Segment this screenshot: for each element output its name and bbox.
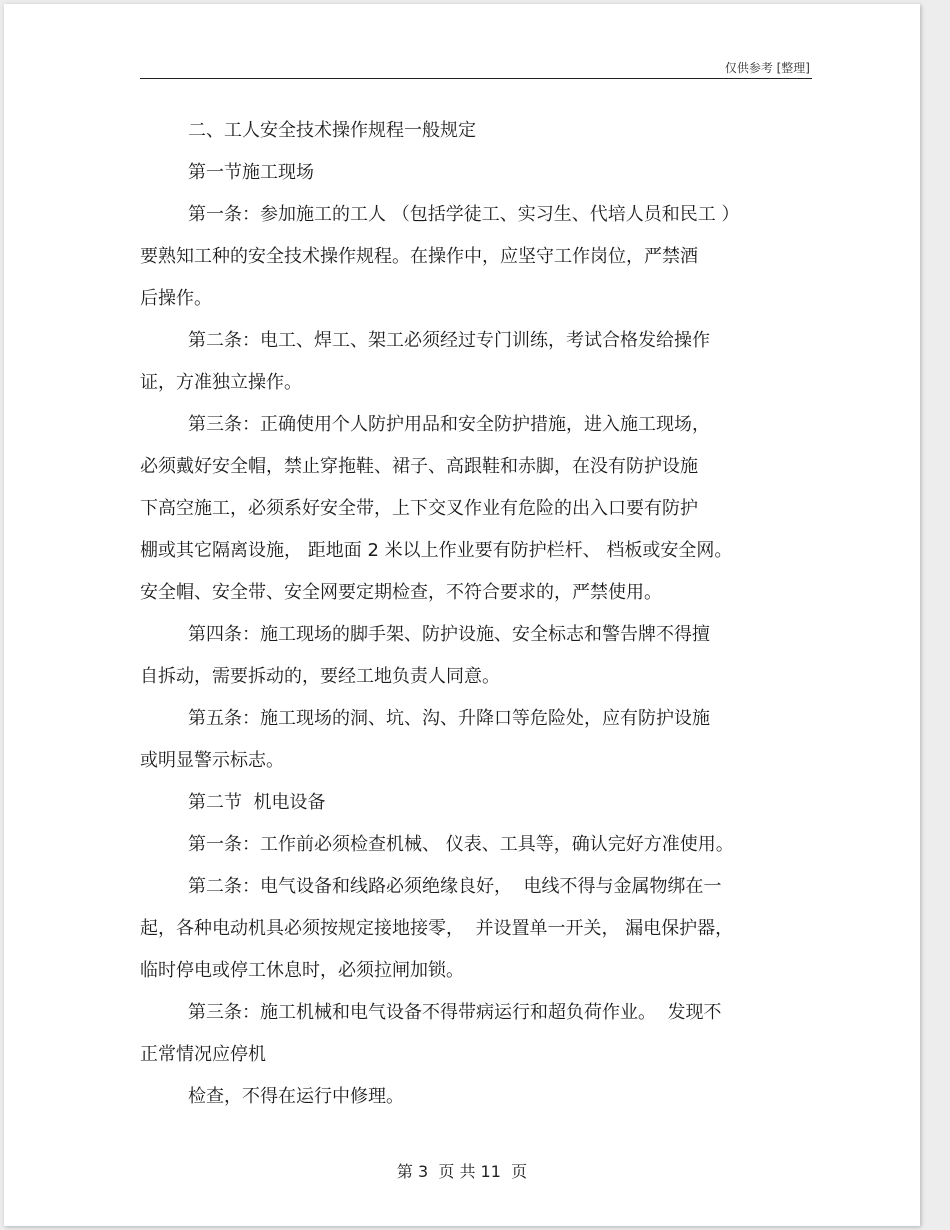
paragraph-line: 棚或其它隔离设施， 距地面 2 米以上作业要有防护栏杆、 档板或安全网。 <box>140 540 733 561</box>
paragraph-line: 第一条：工作前必须检查机械、 仪表、工具等，确认完好方准使用。 <box>188 834 734 855</box>
paragraph-line: 第二条：电工、焊工、架工必须经过专门训练，考试合格发给操作 <box>188 330 710 351</box>
paragraph-line: 第五条：施工现场的洞、坑、沟、升降口等危险处，应有防护设施 <box>188 708 710 729</box>
paragraph-line: 证，方准独立操作。 <box>140 372 302 393</box>
section-heading: 二、工人安全技术操作规程一般规定 <box>188 120 476 141</box>
page-header-text: 仅供参考 [整理] <box>724 61 810 75</box>
page-number-footer: 第 3 页 共 11 页 <box>396 1162 528 1181</box>
paragraph-line: 第四条：施工现场的脚手架、防护设施、安全标志和警告牌不得擅 <box>188 624 710 645</box>
paragraph-line: 临时停电或停工休息时，必须拉闸加锁。 <box>140 960 464 981</box>
document-page <box>4 4 920 1226</box>
paragraph-line: 起，各种电动机具必须按规定接地接零， 并设置单一开关， 漏电保护器， <box>140 918 734 939</box>
paragraph-line: 或明显警示标志。 <box>140 750 284 771</box>
paragraph-line: 要熟知工种的安全技术操作规程。在操作中，应坚守工作岗位，严禁酒 <box>140 246 698 267</box>
paragraph-line: 第二条：电气设备和线路必须绝缘良好， 电线不得与金属物绑在一 <box>188 876 722 897</box>
paragraph-line: 第三条：正确使用个人防护用品和安全防护措施，进入施工现场， <box>188 414 710 435</box>
subsection-heading: 第二节 机电设备 <box>188 792 326 813</box>
paragraph-line: 第一条：参加施工的工人 （包括学徒工、实习生、代培人员和民工 ） <box>188 204 740 225</box>
paragraph-line: 正常情况应停机 <box>140 1044 266 1065</box>
paragraph-line: 安全帽、安全带、安全网要定期检查，不符合要求的，严禁使用。 <box>140 582 662 603</box>
paragraph-line: 后操作。 <box>140 288 212 309</box>
paragraph-line: 自拆动，需要拆动的，要经工地负责人同意。 <box>140 666 500 687</box>
header-divider <box>140 78 812 79</box>
paragraph-line: 下高空施工，必须系好安全带，上下交叉作业有危险的出入口要有防护 <box>140 498 698 519</box>
paragraph-line: 检查，不得在运行中修理。 <box>188 1086 404 1107</box>
paragraph-line: 第三条：施工机械和电气设备不得带病运行和超负荷作业。 发现不 <box>188 1002 722 1023</box>
paragraph-line: 必须戴好安全帽，禁止穿拖鞋、裙子、高跟鞋和赤脚，在没有防护设施 <box>140 456 698 477</box>
subsection-heading: 第一节施工现场 <box>188 162 314 183</box>
